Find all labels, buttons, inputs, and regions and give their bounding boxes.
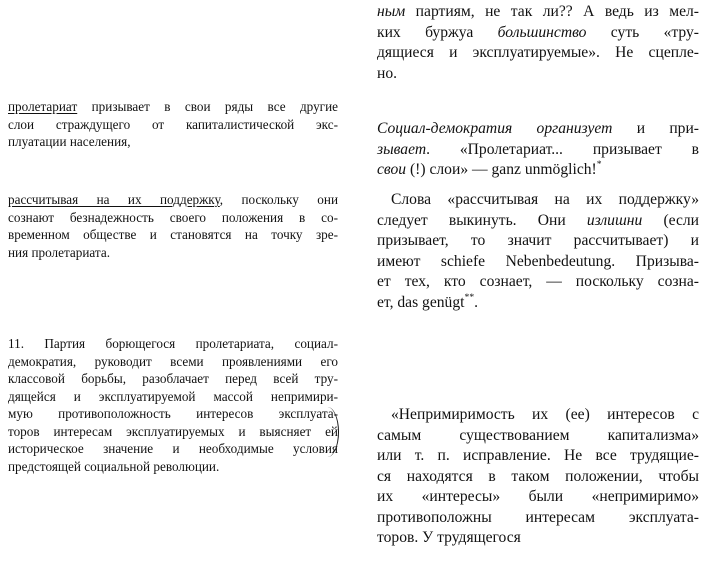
right-p3-line-6-end: . bbox=[474, 293, 479, 311]
left-p3-line-7: историческое значение и необходимые условия bbox=[8, 441, 338, 456]
right-p4-line-1: «Непримиримость их (ее) интересов с bbox=[391, 406, 699, 423]
right-p3-line-4: имеют schiefe Nebenbedeutung. Призыва- bbox=[377, 252, 699, 270]
left-p3-line-4: дящейся и эксплуатируемой массой непримири- bbox=[8, 388, 338, 404]
left-paragraph-3 bbox=[8, 335, 338, 475]
italic-calls: зывает bbox=[377, 140, 427, 158]
right-p4-line-3: или т. п. исправление. Не все трудящие- bbox=[377, 447, 699, 464]
italic-own: свои bbox=[377, 161, 407, 178]
right-paragraph-3 bbox=[377, 190, 699, 211]
left-paragraph-2 bbox=[8, 191, 338, 261]
left-p2-line-1 bbox=[8, 191, 338, 209]
footnote-marker-2: ** bbox=[464, 291, 475, 303]
right-paragraph-4 bbox=[377, 405, 699, 426]
left-paragraph-1 bbox=[8, 98, 338, 151]
right-p1-line-2-text-a: ких буржуа bbox=[377, 23, 498, 41]
italic-superfluous: излишни bbox=[586, 211, 643, 229]
right-p3-line-2 bbox=[377, 211, 699, 232]
left-p3-line-3: классовой борьбы, разоблачает перед всей тру- bbox=[8, 371, 338, 386]
right-p1-line-1 bbox=[377, 2, 699, 23]
right-p2-line-2-text: . «Пролетариат... призывает в bbox=[426, 140, 699, 158]
right-p3-line-2-text-a: следует выкинуть. Они bbox=[377, 211, 587, 229]
right-p3-line-3: призывает, то значит рассчитывает) и bbox=[377, 232, 699, 249]
right-p1-line-4: но. bbox=[377, 64, 398, 82]
right-p3-line-1: Слова «рассчитывая на их поддержку» bbox=[391, 191, 699, 208]
left-p1-line-2: слои страждущего от капиталистической экс- bbox=[8, 116, 338, 132]
left-p3-line-1: 11. Партия борющегося пролетариата, социал- bbox=[8, 336, 338, 351]
left-p2-line-2: сознают безнадежность своего положения в со- bbox=[8, 209, 338, 225]
right-paragraph-2 bbox=[377, 119, 699, 181]
italic-word: ным bbox=[377, 3, 406, 20]
left-p3-line-2: демократия, руководит всеми проявлениями его bbox=[8, 353, 338, 369]
underlined-phrase-counting-on-support: рассчитывая на их поддержку bbox=[8, 192, 220, 207]
left-p3-line-5: мую противоположность интересов эксплуата- bbox=[8, 406, 338, 421]
italic-word-majority: большинство bbox=[497, 23, 587, 41]
right-p4-line-2: самым существованием капитализма» bbox=[377, 426, 699, 444]
right-p2-line-3 bbox=[377, 160, 699, 181]
right-p3-line-6-text: ет, das genügt bbox=[377, 293, 465, 311]
right-paragraph-1 bbox=[377, 2, 699, 84]
right-p1-line-1-text: партиям, не так ли?? А ведь из мел- bbox=[405, 3, 699, 20]
right-p2-line-3-text: (!) слои» — ganz unmöglich! bbox=[406, 161, 597, 178]
right-p4-line-4: ся находятся в таком положении, чтобы bbox=[377, 467, 699, 485]
right-p4-line-5: их «интересы» были «непримиримо» bbox=[377, 488, 699, 505]
right-p2-line-1-text: и при- bbox=[612, 120, 700, 137]
right-p3-line-2-text-b: (если bbox=[642, 211, 699, 229]
italic-social-democracy: Социал-демократия bbox=[377, 120, 513, 137]
left-p1-line-1-text: призывает в свои ряды все другие bbox=[77, 99, 338, 114]
right-p1-line-3: дящиеся и эксплуатируемые». Не сцепле- bbox=[377, 44, 699, 61]
right-p3-line-6 bbox=[377, 293, 699, 314]
right-paragraph-4-cont bbox=[377, 426, 699, 549]
right-p4-line-7: торов. У трудящегося bbox=[377, 529, 521, 546]
right-p2-line-2 bbox=[377, 140, 699, 161]
left-p3-line-6: торов интересам эксплуатируемых и выясняет ей bbox=[8, 423, 338, 439]
left-p1-line-1 bbox=[8, 98, 338, 116]
left-p1-line-3: плуатации населения, bbox=[8, 134, 131, 149]
left-p2-line-1-text: , поскольку они bbox=[219, 192, 338, 207]
footnote-marker-1: * bbox=[596, 159, 602, 171]
right-p3-line-5: ет тех, кто сознает, — поскольку созна- bbox=[377, 273, 699, 290]
left-p3-line-8: предстоящей социальной революции. bbox=[8, 458, 220, 474]
right-p1-line-2-text-b: суть «тру- bbox=[586, 23, 699, 41]
right-paragraph-3-cont bbox=[377, 211, 699, 314]
underlined-term-proletariat: пролетариат bbox=[8, 99, 78, 114]
left-p2-line-3: временном обществе и становятся на точку зре- bbox=[8, 227, 338, 242]
right-p2-line-1 bbox=[377, 119, 699, 140]
right-p4-line-6: противоположны интересам эксплуата- bbox=[377, 508, 699, 526]
left-p2-line-4: ния пролетариата. bbox=[8, 244, 110, 260]
italic-organizes: организует bbox=[512, 120, 613, 137]
right-p1-line-2 bbox=[377, 23, 699, 44]
